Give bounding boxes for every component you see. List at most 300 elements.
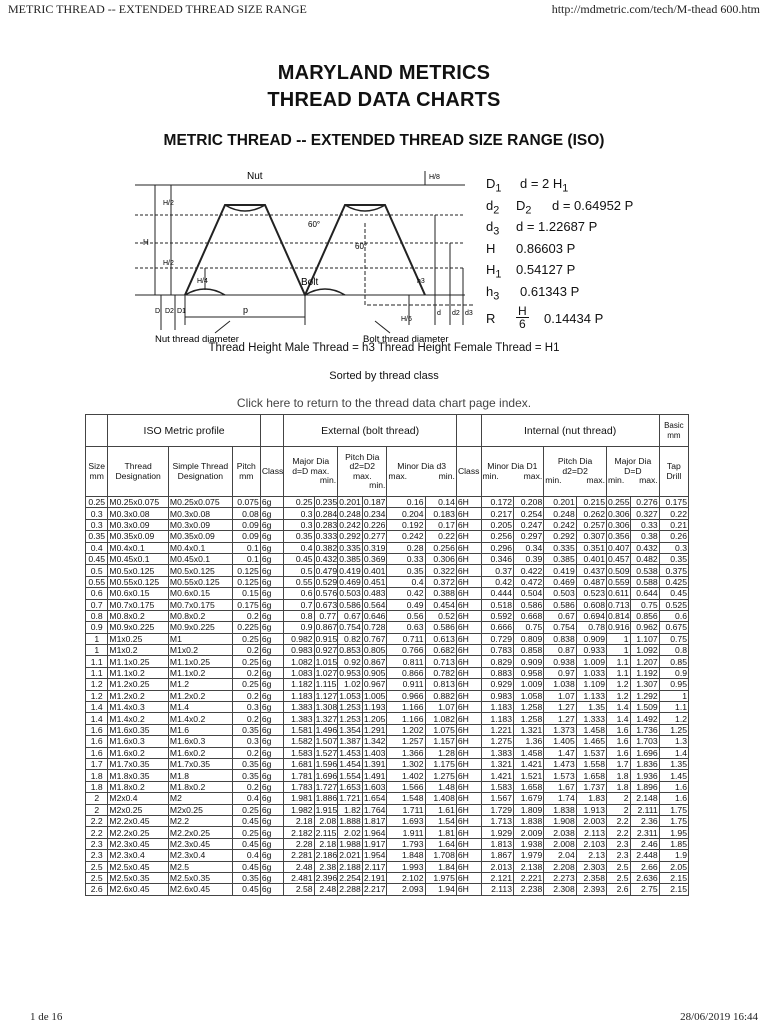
table-cell: 2.113 <box>576 827 606 838</box>
table-cell: 0.372 <box>425 576 456 587</box>
table-row <box>86 724 689 735</box>
table-cell: 1.342 <box>363 736 386 747</box>
table-cell: 1.009 <box>576 656 606 667</box>
table-cell: 0.728 <box>363 622 386 633</box>
table-cell: 1.793 <box>387 838 425 849</box>
table-cell: 1.581 <box>284 724 314 735</box>
table-cell: 2.18 <box>284 815 314 826</box>
table-body <box>86 497 689 896</box>
table-cell: M1.8 <box>168 770 232 781</box>
table-cell: 0.2 <box>232 747 260 758</box>
table-cell: 2.148 <box>630 793 659 804</box>
label-pitch: p <box>243 305 249 315</box>
table-cell: 0.503 <box>544 588 576 599</box>
table-cell: 6g <box>260 576 284 587</box>
table-cell: 6H <box>456 633 481 644</box>
table-cell: M0.25x0.075 <box>108 497 169 508</box>
table-cell: 6H <box>456 667 481 678</box>
table-cell: M2.5x0.35 <box>108 872 169 883</box>
table-cell: 0.6 <box>86 588 108 599</box>
table-cell: 6g <box>260 838 284 849</box>
col-thread-designation: Thread Designation <box>108 447 169 497</box>
label-bolt-diameter: Bolt thread diameter <box>363 334 449 345</box>
formula-expression: 0.14434 P <box>544 311 604 326</box>
table-cell: 0.482 <box>630 553 659 564</box>
table-cell: 6H <box>456 736 481 747</box>
table-cell: 1.913 <box>576 804 606 815</box>
table-cell: M2.2 <box>168 815 232 826</box>
table-cell: 6H <box>456 531 481 542</box>
table-cell: 0.809 <box>514 633 544 644</box>
table-cell: 0.45 <box>232 861 260 872</box>
table-cell: 0.2 <box>232 690 260 701</box>
table-cell: 0.39 <box>514 553 544 564</box>
table-cell: 1.558 <box>576 758 606 769</box>
table-cell: 0.909 <box>514 656 544 667</box>
table-cell: 2.358 <box>576 872 606 883</box>
table-cell: M2.3x0.4 <box>168 850 232 861</box>
table-cell: 6g <box>260 588 284 599</box>
table-cell: 1.85 <box>659 838 688 849</box>
table-cell: 1.836 <box>630 758 659 769</box>
table-cell: 1.527 <box>315 747 338 758</box>
table-cell: 0.811 <box>387 656 425 667</box>
table-cell: 2.038 <box>544 827 576 838</box>
table-cell: 1.81 <box>425 827 456 838</box>
table-cell: 0.504 <box>514 588 544 599</box>
table-cell: 1.67 <box>544 781 576 792</box>
table-cell: 0.22 <box>425 531 456 542</box>
formula-symbol: $d_2$ <box>486 197 500 217</box>
table-cell: M0.3x0.09 <box>108 519 169 530</box>
table-cell: 2.103 <box>576 838 606 849</box>
table-cell: M1.8x0.2 <box>108 781 169 792</box>
table-cell: 0.307 <box>576 531 606 542</box>
table-cell: 0.457 <box>607 554 630 565</box>
table-cell: 2.308 <box>544 884 576 895</box>
table-cell: 0.3 <box>284 519 314 530</box>
table-cell: 0.327 <box>630 508 659 519</box>
table-cell: 1.917 <box>363 838 386 849</box>
table-cell: 0.25 <box>232 679 260 690</box>
table-cell: 1.653 <box>339 781 361 792</box>
table-cell: 0.226 <box>363 519 386 530</box>
table-cell: 0.814 <box>607 611 630 622</box>
table-cell: 0.982 <box>284 633 314 644</box>
table-cell: M2.5x0.35 <box>168 872 232 883</box>
table-cell: 0.967 <box>363 679 386 690</box>
col-class-internal: Class <box>456 447 481 497</box>
table-row <box>86 542 689 553</box>
table-cell: M0.3x0.08 <box>108 508 169 519</box>
col-size: Size mm <box>86 447 108 497</box>
table-cell: 0.8 <box>284 610 314 621</box>
table-cell: 6H <box>456 815 481 826</box>
table-cell: 1.27 <box>544 702 576 713</box>
table-cell: M1.2x0.2 <box>168 690 232 701</box>
table-cell: 6g <box>260 736 284 747</box>
table-cell: 1.693 <box>387 815 425 826</box>
table-cell: 0.255 <box>607 497 630 508</box>
table-cell: 6g <box>260 519 284 530</box>
table-row <box>86 622 689 633</box>
table-cell: 0.938 <box>544 656 576 667</box>
table-cell: 1.6 <box>86 736 108 747</box>
table-cell: 1.7 <box>606 758 630 769</box>
table-cell: 0.805 <box>363 645 386 656</box>
table-cell: 0.592 <box>481 610 513 621</box>
table-cell: 0.4 <box>232 793 260 804</box>
table-cell: 0.52 <box>425 610 456 621</box>
table-cell: 0.35 <box>659 553 688 564</box>
formula-row-r <box>486 305 686 335</box>
table-row <box>86 690 689 701</box>
table-cell: 1.4 <box>606 702 630 713</box>
table-cell: 6H <box>456 702 481 713</box>
table-row <box>86 838 689 849</box>
table-cell: 0.25 <box>284 497 314 508</box>
table-row <box>86 531 689 542</box>
table-cell: 1.708 <box>425 850 456 861</box>
table-cell: 0.306 <box>607 519 630 530</box>
table-cell: 0.588 <box>630 576 659 587</box>
table-cell: 6H <box>456 542 481 553</box>
formula-expression: d = 0.64952 P <box>552 197 634 213</box>
table-cell: 1.838 <box>514 815 544 826</box>
table-cell: 0.14 <box>425 497 456 508</box>
table-cell: 1.981 <box>284 793 314 804</box>
table-cell: 0.518 <box>481 599 513 610</box>
table-cell: 1.896 <box>630 781 659 792</box>
table-cell: 0.576 <box>315 588 338 599</box>
table-cell: 2.281 <box>284 850 314 861</box>
table-cell: 1.166 <box>387 702 425 713</box>
table-cell: 1.038 <box>544 679 576 690</box>
table-cell: 6g <box>260 542 284 553</box>
table-cell: 6H <box>456 576 481 587</box>
table-cell: 1.257 <box>387 736 425 747</box>
table-cell: 1.275 <box>425 770 456 781</box>
table-cell: 0.962 <box>630 622 659 633</box>
table-cell: 0.217 <box>481 508 513 519</box>
table-cell: 0.35 <box>86 531 108 542</box>
table-cell: 1.453 <box>339 747 361 758</box>
table-cell: 1.596 <box>315 759 338 770</box>
table-cell: 0.538 <box>630 565 659 576</box>
table-row <box>86 576 689 587</box>
table-cell: 1.321 <box>481 758 513 769</box>
table-cell: 6H <box>456 861 481 872</box>
table-cell: M1.1x0.25 <box>108 656 169 667</box>
table-cell: M1.6x0.3 <box>168 736 232 747</box>
table-cell: 6g <box>260 633 284 644</box>
table-row <box>86 804 689 815</box>
formula-row <box>486 284 686 306</box>
table-cell: 0.711 <box>387 633 425 644</box>
label-d3-lower: d3 <box>465 310 473 317</box>
table-cell: 6g <box>260 622 284 633</box>
table-cell: 0.586 <box>339 599 361 610</box>
table-cell: 1.405 <box>544 736 576 747</box>
table-cell: 1.258 <box>514 702 544 713</box>
table-cell: 1.781 <box>284 770 314 781</box>
table-cell: 0.277 <box>363 531 386 542</box>
table-cell: M1x0.25 <box>108 633 169 644</box>
table-cell: 0.28 <box>387 542 425 553</box>
table-cell: 1.713 <box>481 815 513 826</box>
table-cell: 0.767 <box>363 633 386 644</box>
table-cell: 2.138 <box>514 861 544 872</box>
table-cell: M0.25x0.075 <box>168 497 232 508</box>
table-cell: 6H <box>456 508 481 519</box>
table-cell: 2.111 <box>630 804 659 815</box>
sorted-note: Sorted by thread class <box>329 370 439 382</box>
table-cell: 0.67 <box>338 610 363 621</box>
table-cell: 1.75 <box>659 815 688 826</box>
table-cell: 2.02 <box>338 827 363 838</box>
table-cell: 1.764 <box>363 804 386 815</box>
table-cell: 6g <box>260 531 284 542</box>
table-cell: 0.16 <box>387 497 425 508</box>
table-cell: M1.4x0.2 <box>108 713 169 724</box>
table-cell: 1.005 <box>363 690 386 701</box>
table-cell: 2.3 <box>606 850 630 861</box>
table-cell: 0.63 <box>387 622 425 633</box>
table-cell: 0.4 <box>232 850 260 861</box>
table-cell: 0.17 <box>425 519 456 530</box>
label-h8: H/8 <box>429 174 440 181</box>
table-cell: 1.373 <box>544 724 576 735</box>
table-cell: 1 <box>606 633 630 644</box>
table-cell: M1.4x0.2 <box>168 713 232 724</box>
table-cell: 6H <box>456 497 481 508</box>
table-cell: 2.38 <box>314 861 338 872</box>
table-cell: 0.45 <box>86 553 108 564</box>
table-cell: 1.302 <box>387 758 425 769</box>
table-cell: 0.9 <box>659 667 688 678</box>
table-cell: 0.9 <box>86 622 108 633</box>
table-cell: 1.736 <box>630 724 659 735</box>
table-cell: 0.407 <box>607 542 630 553</box>
table-cell: 0.673 <box>315 599 338 610</box>
col-pitch: Pitch mm <box>232 447 260 497</box>
table-row <box>86 850 689 861</box>
table-cell: 0.78 <box>576 622 606 633</box>
label-nut: Nut <box>247 171 263 182</box>
table-cell: 2.66 <box>630 861 659 872</box>
table-cell: 2.48 <box>314 884 338 895</box>
table-cell: 1.6 <box>606 724 630 735</box>
table-cell: 0.454 <box>425 599 456 610</box>
table-cell: M2.3x0.45 <box>108 838 169 849</box>
table-cell: 0.559 <box>607 576 630 587</box>
table-cell: 0.382 <box>315 542 338 553</box>
table-cell: 2.2 <box>86 815 108 826</box>
table-cell: 1.408 <box>425 793 456 804</box>
table-cell: M1.1x0.2 <box>108 667 169 678</box>
table-cell: 0.25 <box>232 804 260 815</box>
table-cell: 1.391 <box>363 759 386 770</box>
table-cell: 6H <box>456 656 481 667</box>
table-cell: 0.444 <box>481 588 513 599</box>
table-cell: 2.113 <box>481 884 513 895</box>
table-cell: 1.075 <box>425 724 456 735</box>
table-cell: 0.419 <box>544 565 576 576</box>
col-pitch-dia-external: Pitch Dia d2=D2 max. min. <box>338 447 387 497</box>
table-cell: 0.33 <box>387 553 425 564</box>
table-cell: 6H <box>456 747 481 758</box>
table-row <box>86 827 689 838</box>
table-cell: 0.783 <box>481 645 513 656</box>
table-cell: 2.217 <box>363 884 386 895</box>
table-row <box>86 565 689 576</box>
table-cell: 0.37 <box>481 565 513 576</box>
table-cell: 0.966 <box>387 690 425 701</box>
col-class-external: Class <box>260 447 284 497</box>
table-row <box>86 770 689 781</box>
table-cell: 1.205 <box>363 713 386 724</box>
table-cell: 0.125 <box>232 565 260 576</box>
table-cell: 6g <box>260 850 284 861</box>
table-cell: 2.3 <box>606 838 630 849</box>
table-cell: 1.813 <box>481 838 513 849</box>
label-h3: h3 <box>417 278 425 285</box>
table-cell: 0.351 <box>576 542 606 553</box>
table-cell: 1.421 <box>514 758 544 769</box>
table-cell: 1.207 <box>630 656 659 667</box>
table-cell: 2.021 <box>339 850 361 861</box>
table-cell: 1.94 <box>425 884 456 895</box>
table-cell: 1.058 <box>514 690 544 701</box>
table-cell: 1.83 <box>576 793 606 804</box>
table-cell: 0.283 <box>315 519 338 530</box>
table-cell: 2.18 <box>314 838 338 849</box>
table-cell: 2.238 <box>514 884 544 895</box>
table-cell: 1.737 <box>576 781 606 792</box>
table-cell: 1.053 <box>339 690 361 701</box>
table-cell: 0.911 <box>387 679 425 690</box>
table-cell: 6g <box>260 497 284 508</box>
table-cell: 1.6 <box>659 793 688 804</box>
table-cell: 1.3 <box>659 736 688 747</box>
table-cell: 0.204 <box>387 508 425 519</box>
table-cell: 6H <box>456 588 481 599</box>
table-cell: 0.419 <box>339 565 361 576</box>
table-cell: 2.221 <box>514 872 544 883</box>
table-cell: 1.6 <box>606 736 630 747</box>
table-cell: 6g <box>260 861 284 872</box>
table-cell: 1.36 <box>514 736 544 747</box>
table-cell: 0.3 <box>284 508 314 519</box>
table-cell: 1.783 <box>284 781 314 792</box>
table-cell: 0.369 <box>363 554 386 565</box>
col-minor-dia-external: Minor Dia d3 max. min. <box>387 447 456 497</box>
header-external: External (bolt thread) <box>284 415 457 447</box>
table-cell: 0.187 <box>363 497 386 508</box>
table-cell: M1.7x0.35 <box>168 758 232 769</box>
col-pitch-dia-internal: Pitch Dia d2=D2 min. max. <box>544 447 607 497</box>
table-cell: 1 <box>659 690 688 701</box>
table-cell: 0.469 <box>544 576 576 587</box>
table-cell: 2.48 <box>284 861 314 872</box>
label-d-lower: d <box>437 310 441 317</box>
table-cell: 0.564 <box>363 599 386 610</box>
table-cell: 0.25 <box>232 827 260 838</box>
table-cell: 6H <box>456 827 481 838</box>
table-cell: 1.307 <box>630 679 659 690</box>
table-cell: 6H <box>456 850 481 861</box>
table-cell: 0.586 <box>425 622 456 633</box>
table-cell: 0.611 <box>607 588 629 599</box>
table-row <box>86 793 689 804</box>
return-link[interactable]: Click here to return to the thread data chart page index. <box>236 396 532 410</box>
table-cell: 2.008 <box>544 838 576 849</box>
page-title-line2: THREAD DATA CHARTS <box>267 89 501 111</box>
table-cell: 0.333 <box>315 531 338 542</box>
table-cell: 0.529 <box>315 576 338 587</box>
table-cell: 2.3 <box>86 838 108 849</box>
footer-date: 28/06/2019 16:44 <box>680 1011 758 1023</box>
table-cell: 0.075 <box>232 497 260 508</box>
table-cell: 0.172 <box>481 497 513 508</box>
table-cell: M2 <box>168 793 232 804</box>
table-cell: 0.346 <box>481 553 513 564</box>
table-cell: 6g <box>260 679 284 690</box>
table-cell: 1.993 <box>387 861 425 872</box>
col-major-dia-external: Major Dia d=D max. min. <box>284 447 338 497</box>
table-cell: 0.613 <box>425 633 456 644</box>
table-cell: 2.115 <box>315 827 337 838</box>
table-cell: 2.2 <box>606 815 630 826</box>
label-angle-60b: 60° <box>355 242 368 251</box>
table-cell: M1.6 <box>168 724 232 735</box>
formula-expression: 0.54127 P <box>516 262 576 277</box>
table-cell: 1.75 <box>659 804 688 815</box>
table-cell: 0.22 <box>659 508 688 519</box>
table-cell: 0.45 <box>232 838 260 849</box>
table-cell: 1.193 <box>363 702 386 713</box>
table-cell: 0.8 <box>659 645 688 656</box>
table-cell: 0.35 <box>232 724 260 735</box>
table-cell: 2.393 <box>576 884 606 895</box>
table-cell: 0.3 <box>659 542 688 553</box>
table-cell: 2.303 <box>576 861 606 872</box>
table-cell: M1.4x0.3 <box>108 702 169 713</box>
table-cell: 2.2 <box>86 827 108 838</box>
table-cell: 1.867 <box>481 850 513 861</box>
table-cell: 0.666 <box>481 622 513 633</box>
table-cell: M1.6x0.35 <box>108 724 169 735</box>
table-cell: 2.15 <box>659 884 688 895</box>
table-cell: 1.253 <box>339 702 361 713</box>
table-cell: 1.7 <box>86 758 108 769</box>
table-cell: 1.083 <box>284 667 314 678</box>
table-row <box>86 519 689 530</box>
table-cell: M2.2x0.25 <box>168 827 232 838</box>
table-cell: 0.713 <box>607 599 630 610</box>
table-cell: 1.929 <box>481 827 513 838</box>
table-cell: 1.681 <box>284 758 314 769</box>
table-cell: 1.182 <box>284 679 314 690</box>
table-cell: 6H <box>456 610 481 621</box>
table-row <box>86 747 689 758</box>
table-cell: 0.5 <box>284 565 314 576</box>
table-cell: 6g <box>260 747 284 758</box>
table-cell: 0.175 <box>659 497 688 508</box>
thread-profile-diagram <box>125 165 475 345</box>
table-cell: 1.133 <box>576 690 606 701</box>
table-cell: 1.292 <box>630 690 659 701</box>
